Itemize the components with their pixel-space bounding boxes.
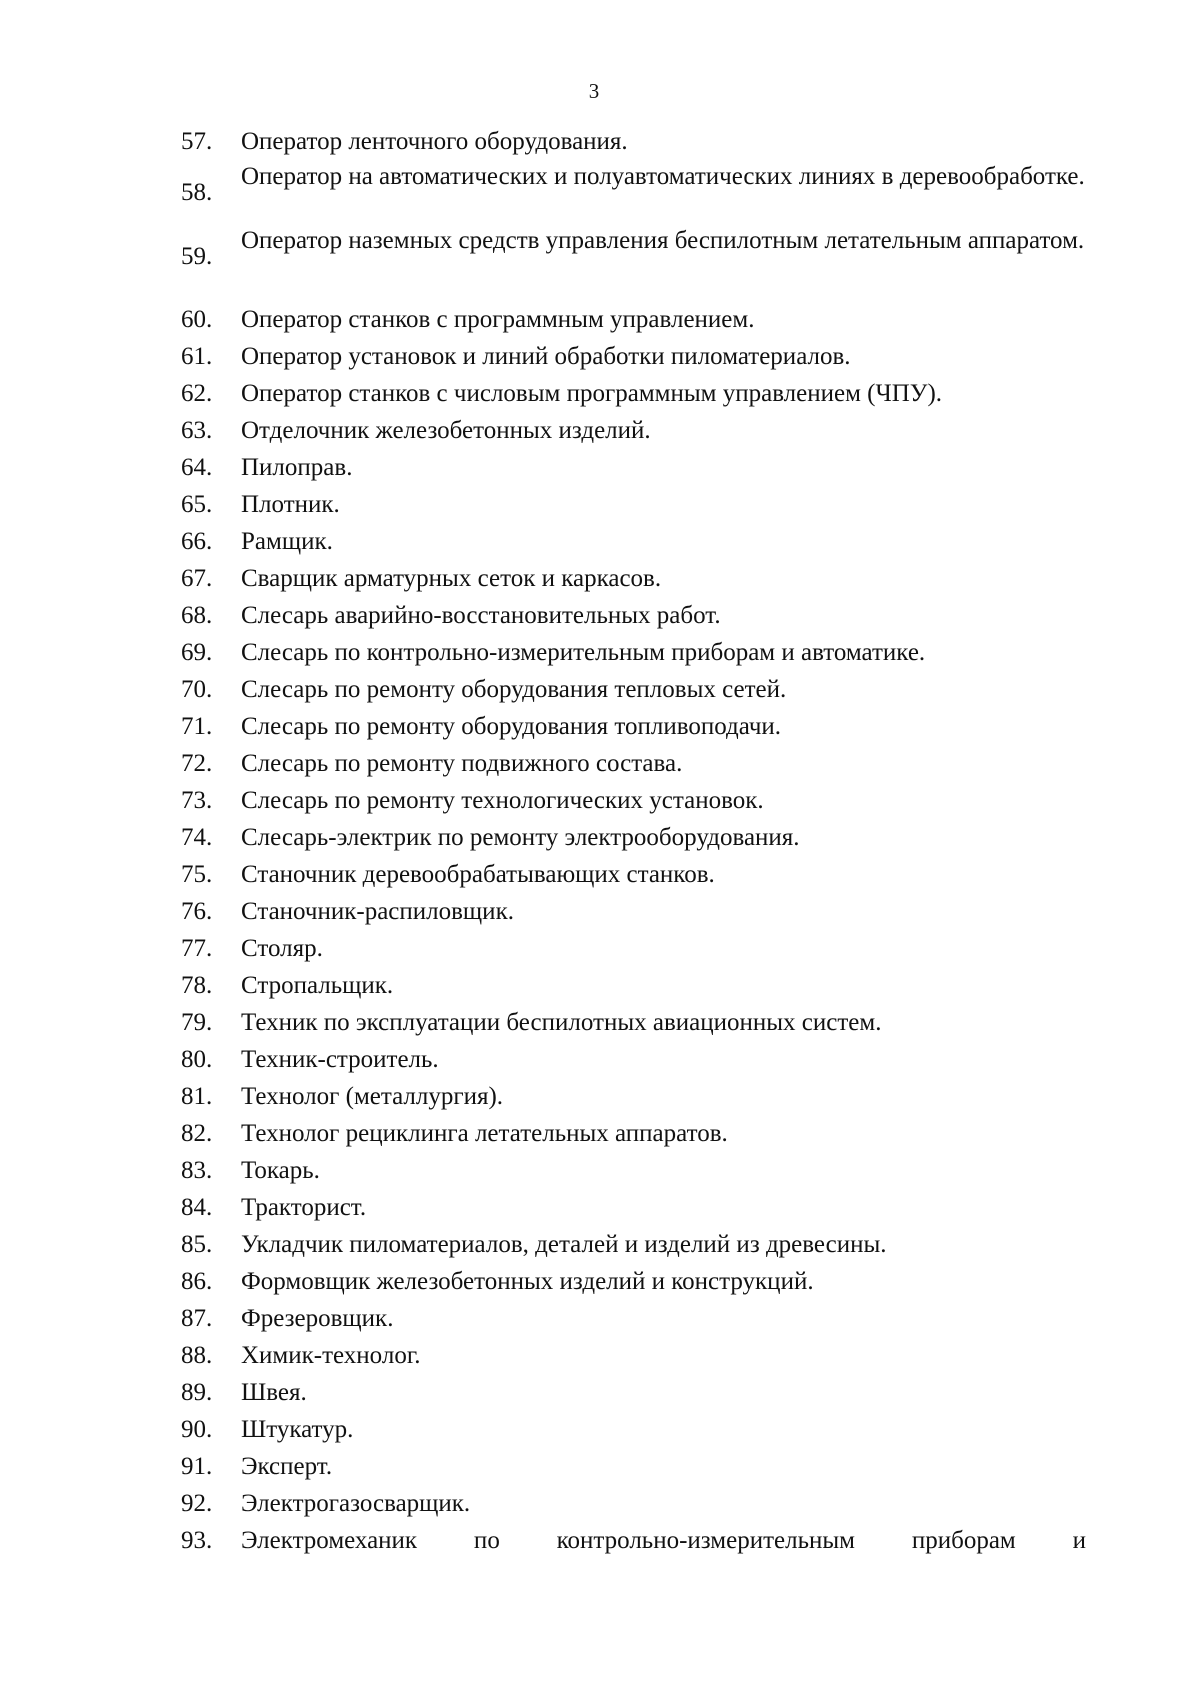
item-number: 80. xyxy=(181,1046,213,1073)
item-number: 59. xyxy=(181,243,213,270)
item-text: Оператор станков с числовым программным управлением (ЧПУ). xyxy=(241,380,943,407)
item-text: Станочник деревообрабатывающих станков. xyxy=(241,861,715,888)
item-text: Штукатур. xyxy=(241,1416,354,1443)
item-number: 73. xyxy=(181,787,213,814)
item-text: Электромеханик по контрольно-измерительным приборам и xyxy=(241,1527,1086,1554)
item-text: Слесарь по контрольно-измерительным приборам и автоматике. xyxy=(241,639,926,666)
item-number: 84. xyxy=(181,1194,213,1221)
item-text: Слесарь по ремонту подвижного состава. xyxy=(241,750,683,777)
item-number: 66. xyxy=(181,528,213,555)
item-number: 74. xyxy=(181,824,213,851)
item-number: 72. xyxy=(181,750,213,777)
item-number: 75. xyxy=(181,861,213,888)
item-text: Слесарь-электрик по ремонту электрооборудования. xyxy=(241,824,800,851)
item-number: 87. xyxy=(181,1305,213,1332)
item-text: Токарь. xyxy=(241,1157,320,1184)
item-number: 63. xyxy=(181,417,213,444)
item-number: 89. xyxy=(181,1379,213,1406)
item-text: Формовщик железобетонных изделий и конструкций. xyxy=(241,1268,814,1295)
item-number: 58. xyxy=(181,179,213,206)
item-text: Столяр. xyxy=(241,935,323,962)
item-number: 69. xyxy=(181,639,213,666)
item-text: Оператор на автоматических и полуавтоматических линиях в деревообработке. xyxy=(241,163,1085,190)
item-number: 65. xyxy=(181,491,213,518)
item-text: Тракторист. xyxy=(241,1194,367,1221)
item-number: 86. xyxy=(181,1268,213,1295)
item-number: 79. xyxy=(181,1009,213,1036)
item-text: Станочник-распиловщик. xyxy=(241,898,514,925)
item-number: 71. xyxy=(181,713,213,740)
item-number: 83. xyxy=(181,1157,213,1184)
item-number: 62. xyxy=(181,380,213,407)
item-number: 76. xyxy=(181,898,213,925)
item-text: Слесарь по ремонту оборудования тепловых сетей. xyxy=(241,676,787,703)
item-number: 70. xyxy=(181,676,213,703)
item-number: 82. xyxy=(181,1120,213,1147)
item-number: 90. xyxy=(181,1416,213,1443)
item-number: 81. xyxy=(181,1083,213,1110)
item-text: Фрезеровщик. xyxy=(241,1305,394,1332)
item-number: 93. xyxy=(181,1527,213,1554)
item-number: 61. xyxy=(181,343,213,370)
item-number: 85. xyxy=(181,1231,213,1258)
item-text: Слесарь по ремонту технологических установок. xyxy=(241,787,764,814)
item-text: Стропальщик. xyxy=(241,972,394,999)
item-text: Оператор установок и линий обработки пиломатериалов. xyxy=(241,343,851,370)
item-text: Слесарь по ремонту оборудования топливоподачи. xyxy=(241,713,782,740)
item-number: 60. xyxy=(181,306,213,333)
item-text: Плотник. xyxy=(241,491,340,518)
item-number: 64. xyxy=(181,454,213,481)
item-number: 67. xyxy=(181,565,213,592)
item-text: Оператор наземных средств управления беспилотным летательным аппаратом. xyxy=(241,227,1085,254)
item-text: Техник по эксплуатации беспилотных авиационных систем. xyxy=(241,1009,882,1036)
item-text: Пилоправ. xyxy=(241,454,353,481)
item-text: Химик-технолог. xyxy=(241,1342,421,1369)
item-text: Слесарь аварийно-восстановительных работ. xyxy=(241,602,721,629)
item-text: Технолог рециклинга летательных аппаратов. xyxy=(241,1120,728,1147)
item-text: Технолог (металлургия). xyxy=(241,1083,504,1110)
item-number: 77. xyxy=(181,935,213,962)
item-text: Электрогазосварщик. xyxy=(241,1490,471,1517)
item-text: Швея. xyxy=(241,1379,307,1406)
item-number: 91. xyxy=(181,1453,213,1480)
page-number: 3 xyxy=(588,79,600,103)
item-text: Сварщик арматурных сеток и каркасов. xyxy=(241,565,662,592)
item-number: 57. xyxy=(181,128,213,155)
item-text: Эксперт. xyxy=(241,1453,333,1480)
item-number: 68. xyxy=(181,602,213,629)
item-text: Техник-строитель. xyxy=(241,1046,439,1073)
item-text: Отделочник железобетонных изделий. xyxy=(241,417,651,444)
item-number: 78. xyxy=(181,972,213,999)
item-text: Оператор станков с программным управлением. xyxy=(241,306,755,333)
item-number: 92. xyxy=(181,1490,213,1517)
item-text: Укладчик пиломатериалов, деталей и изделий из древесины. xyxy=(241,1231,887,1258)
item-text: Оператор ленточного оборудования. xyxy=(241,128,628,155)
item-text: Рамщик. xyxy=(241,528,333,555)
item-number: 88. xyxy=(181,1342,213,1369)
